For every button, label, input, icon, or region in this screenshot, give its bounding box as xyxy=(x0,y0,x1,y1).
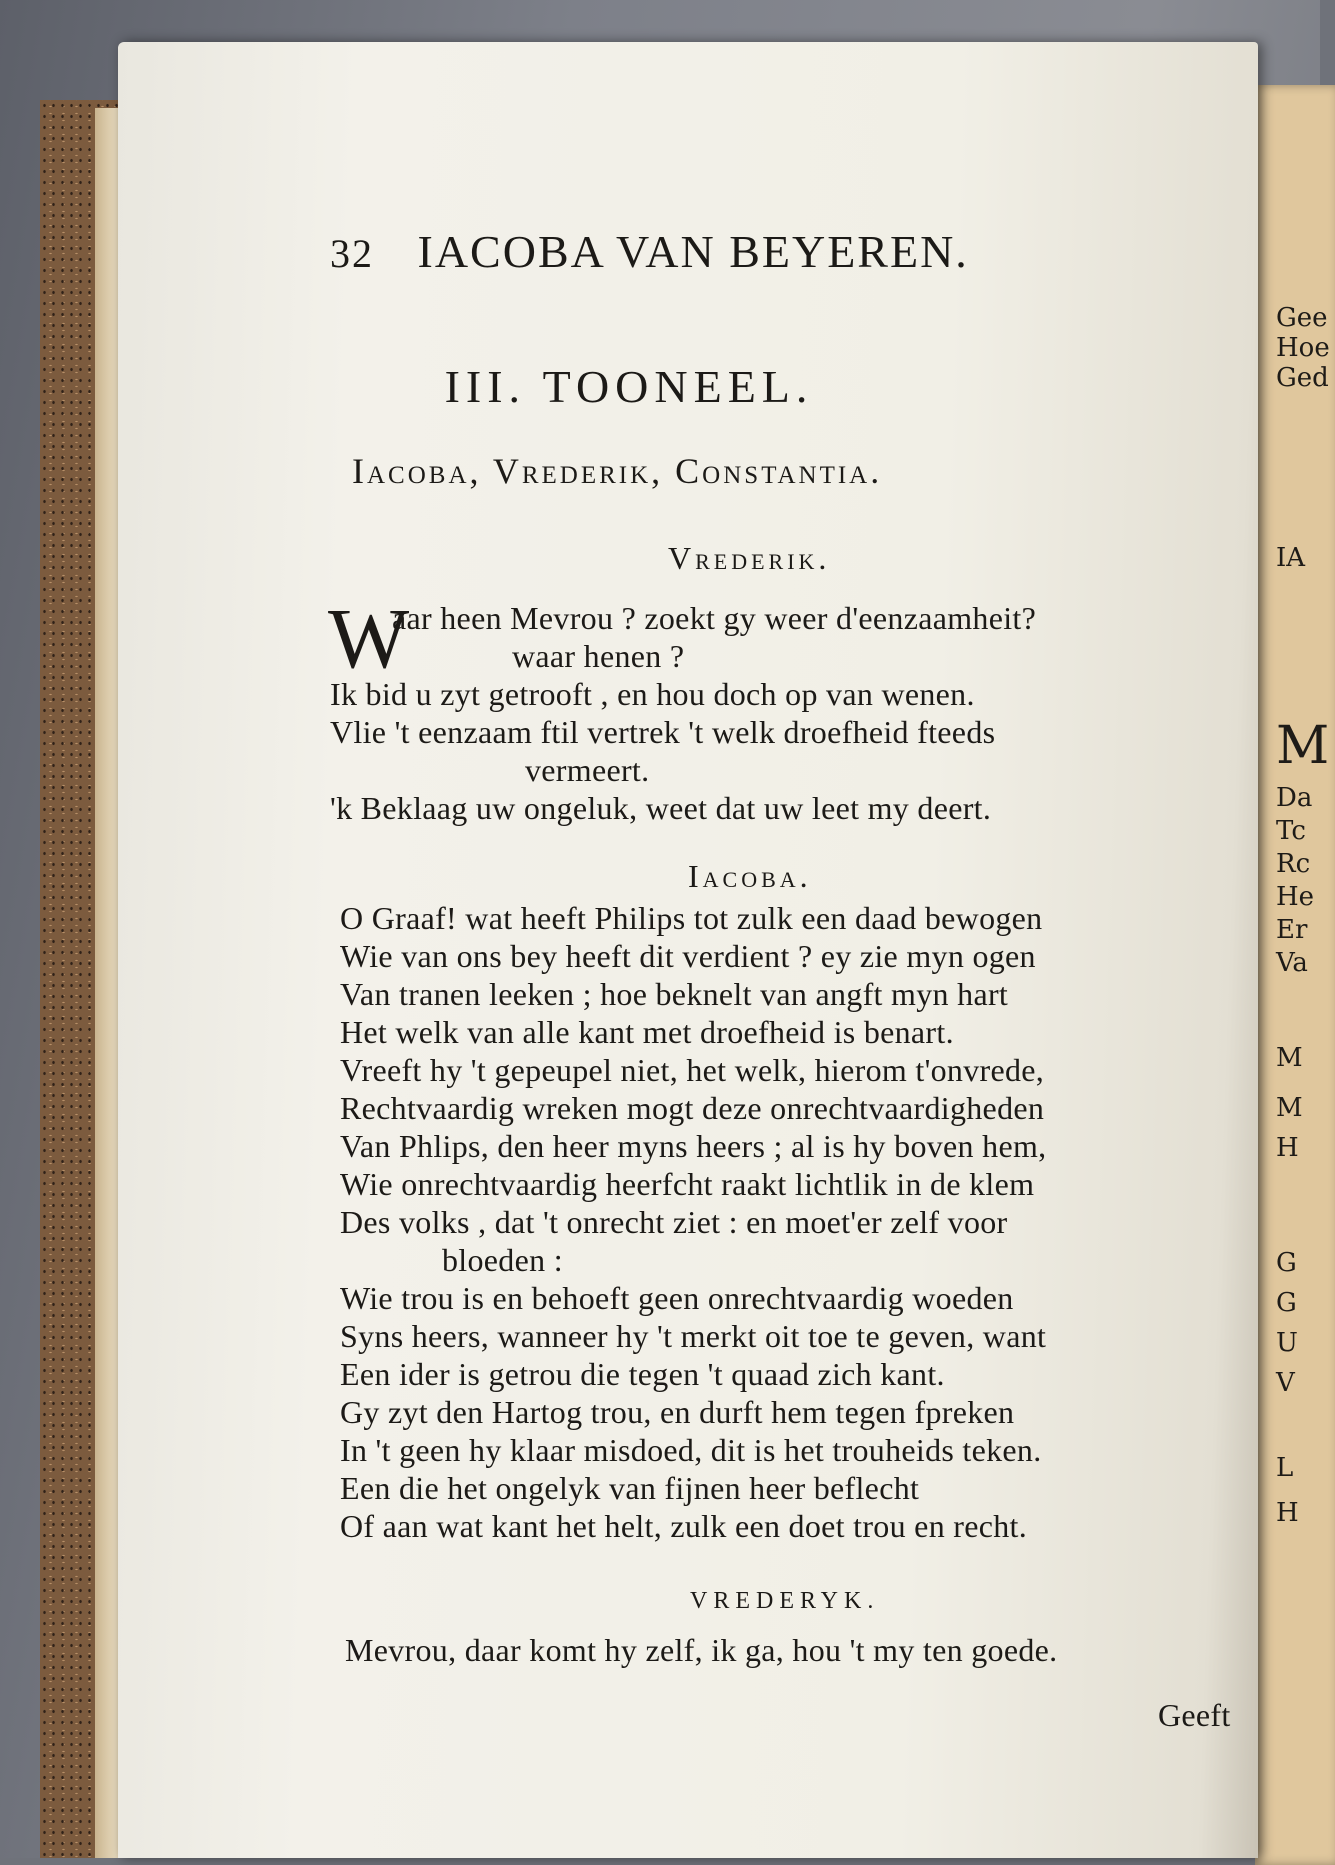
verse-line: Gy zyt den Hartog trou, en durft hem tegen fpreken xyxy=(340,1394,1015,1430)
facing-page-fragment: Tc xyxy=(1276,816,1306,846)
running-header xyxy=(330,225,969,278)
verse-line: Van tranen leeken ; hoe beknelt van angft myn hart xyxy=(340,976,1009,1012)
verse-line: Ik bid u zyt getrooft , en hou doch op van wenen. xyxy=(330,676,975,712)
page-number: 32 xyxy=(330,231,374,276)
facing-page-fragment: Gee xyxy=(1276,303,1328,333)
speaker-name: Iacoba. xyxy=(688,858,812,894)
speaker-name: VREDERYK. xyxy=(690,1588,880,1614)
facing-page-fragment: G xyxy=(1276,1288,1297,1318)
verse-line: In 't geen hy klaar misdoed, dit is het trouheids teken. xyxy=(340,1432,1042,1468)
facing-page-fragment: H xyxy=(1276,1133,1299,1163)
verse-line: Een ider is getrou die tegen 't quaad zich kant. xyxy=(340,1356,945,1392)
verse-line: Mevrou, daar komt hy zelf, ik ga, hou 't my ten goede. xyxy=(345,1632,1058,1668)
verse-line: Of aan wat kant het helt, zulk een doet trou en recht. xyxy=(340,1508,1028,1544)
speaker-name: Vrederik. xyxy=(668,540,831,576)
verse-line: Vlie 't eenzaam ftil vertrek 't welk droefheid fteeds xyxy=(330,714,996,750)
facing-page-fragment: M xyxy=(1276,716,1330,776)
facing-page-fragment: U xyxy=(1276,1328,1298,1358)
verse-line: Vreeft hy 't gepeupel niet, het welk, hierom t'onvrede, xyxy=(340,1052,1045,1088)
verse-line: waar henen ? xyxy=(512,638,685,674)
verse-line: Een die het ongelyk van fijnen heer beflecht xyxy=(340,1470,920,1506)
running-title: IACOBA VAN BEYEREN. xyxy=(417,226,969,277)
facing-page-fragment: Er xyxy=(1276,915,1308,945)
scene-title: III. TOONEEL. xyxy=(444,361,814,412)
facing-page-fragment: G xyxy=(1276,1248,1297,1278)
verse-line: Des volks , dat 't onrecht ziet : en moet'er zelf voor xyxy=(340,1204,1008,1240)
verse-line: Wie van ons bey heeft dit verdient ? ey zie myn ogen xyxy=(340,938,1036,974)
verse-line: bloeden : xyxy=(442,1242,563,1278)
facing-page-fragment: L xyxy=(1276,1453,1294,1483)
facing-page-fragment: He xyxy=(1276,882,1315,912)
facing-page-fragment: M xyxy=(1276,1043,1303,1073)
facing-page-fragment: Va xyxy=(1276,948,1308,978)
verse-line: Syns heers, wanneer hy 't merkt oit toe te geven, want xyxy=(340,1318,1047,1354)
catchword: Geeft xyxy=(1158,1697,1231,1733)
verse-line: Rechtvaardig wreken mogt deze onrechtvaardigheden xyxy=(340,1090,1045,1126)
facing-page-fragment: M xyxy=(1276,1093,1303,1123)
verse-line: Wie onrechtvaardig heerfcht raakt lichtlik in de klem xyxy=(340,1166,1035,1202)
facing-page-fragment: H xyxy=(1276,1498,1299,1528)
cast-list: Iacoba, Vrederik, Constantia. xyxy=(352,451,883,491)
verse-line: 'k Beklaag uw ongeluk, weet dat uw leet my deert. xyxy=(330,790,992,826)
facing-page-fragment: V xyxy=(1276,1368,1295,1398)
verse-line: O Graaf! wat heeft Philips tot zulk een daad bewogen xyxy=(340,900,1043,936)
facing-page-fragment: Hoe xyxy=(1276,333,1330,363)
facing-page-fragment: Da xyxy=(1276,783,1313,813)
verse-line: Het welk van alle kant met droefheid is benart. xyxy=(340,1014,954,1050)
facing-page-fragment: Rc xyxy=(1276,849,1311,879)
drop-cap: W xyxy=(328,590,410,686)
verse-line: Wie trou is en behoeft geen onrechtvaardig woeden xyxy=(340,1280,1014,1316)
verse-line: aar heen Mevrou ? zoekt gy weer d'eenzaamheit? xyxy=(392,600,1037,636)
facing-page-fragment: IA xyxy=(1276,543,1306,573)
verse-line: Van Phlips, den heer myns heers ; al is hy boven hem, xyxy=(340,1128,1047,1164)
verse-line: vermeert. xyxy=(525,752,650,788)
facing-page-fragment: Ged xyxy=(1276,363,1329,393)
